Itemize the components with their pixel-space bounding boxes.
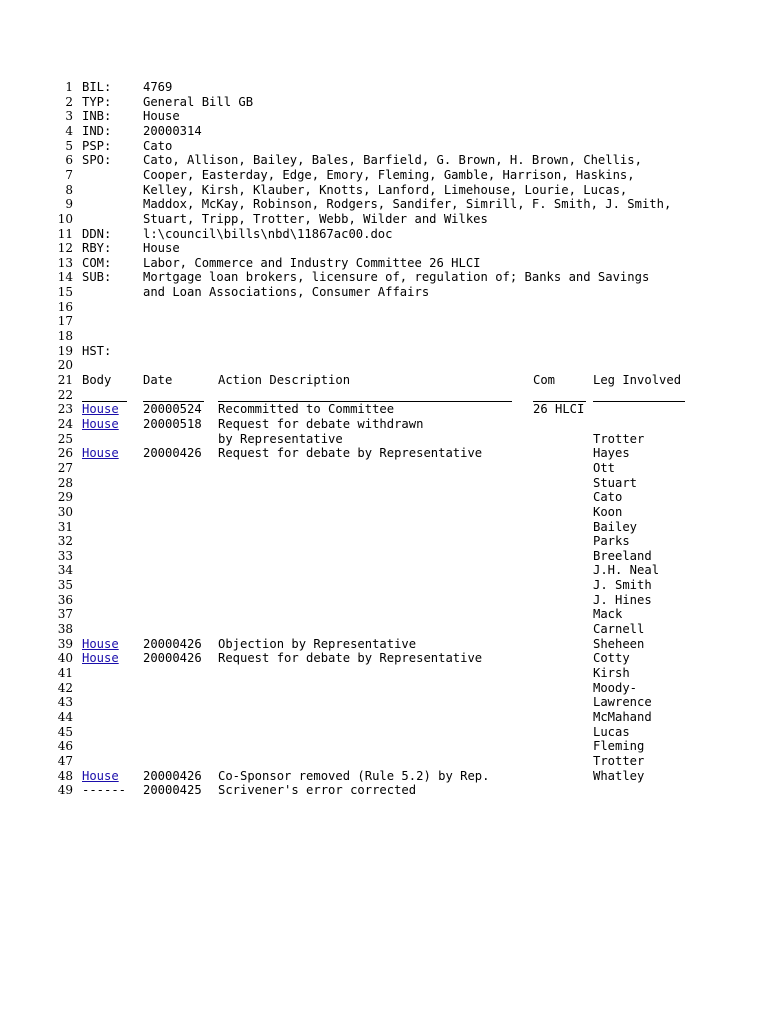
action-cell: Co-Sponsor removed (Rule 5.2) by Rep. [218, 768, 490, 783]
leg-cell: Parks [593, 534, 630, 549]
line-number: 46 [57, 739, 73, 754]
line-number: 15 [57, 285, 73, 300]
leg-cell: J. Hines [593, 592, 652, 607]
leg-cell: Mack [593, 607, 623, 622]
line-number: 25 [57, 431, 73, 446]
com-cell: 26 HLCI [533, 402, 585, 417]
leg-cell: Stuart [593, 475, 638, 490]
date-cell: 20000518 [143, 416, 202, 431]
line-number: 30 [57, 504, 73, 519]
body-link[interactable]: House [82, 636, 119, 651]
date-cell: 20000426 [143, 636, 202, 651]
action-cell: Request for debate by Representative [218, 446, 483, 461]
field-key: RBY: [82, 241, 112, 256]
line-number: 43 [57, 695, 73, 710]
field-value: Maddox, McKay, Robinson, Rodgers, Sandifer, Simrill, F. Smith, J. Smith, [143, 197, 672, 212]
line-number: 1 [65, 80, 73, 94]
leg-cell: Cotty [593, 651, 630, 666]
line-number: 47 [57, 753, 73, 768]
line-number: 14 [57, 270, 73, 285]
leg-cell: Trotter [593, 753, 645, 768]
line-number: 49 [57, 783, 73, 798]
line-number: 10 [57, 211, 73, 226]
leg-cell: J. Smith [593, 578, 652, 593]
leg-cell: Lawrence [593, 695, 652, 710]
header-body: Body [82, 373, 112, 387]
field-key: DDN: [82, 226, 112, 241]
field-key: PSP: [82, 138, 112, 153]
line-number: 6 [65, 153, 73, 168]
action-cell: Scrivener's error corrected [218, 783, 417, 798]
field-value: Kelley, Kirsh, Klauber, Knotts, Lanford, Limehouse, Lourie, Lucas, [143, 182, 628, 197]
line-number: 41 [57, 666, 73, 680]
field-value: Mortgage loan brokers, licensure of, regulation of; Banks and Savings [143, 270, 650, 285]
field-value: Cato [143, 138, 173, 153]
field-key: INB: [82, 109, 112, 124]
line-number: 34 [57, 563, 73, 578]
body-link[interactable]: House [82, 446, 119, 461]
line-number: 29 [57, 490, 73, 505]
body-link[interactable]: House [82, 416, 119, 431]
field-key: TYP: [82, 94, 112, 109]
leg-cell: Kirsh [593, 666, 630, 680]
field-key: SPO: [82, 153, 112, 168]
line-number: 23 [57, 402, 73, 417]
leg-cell: Koon [593, 504, 623, 519]
line-number: 39 [57, 636, 73, 651]
leg-cell: Fleming [593, 739, 645, 754]
leg-cell: McMahand [593, 709, 652, 724]
leg-cell: Moody- [593, 680, 638, 695]
line-number: 20 [57, 358, 73, 373]
date-cell: 20000425 [143, 783, 202, 798]
line-number: 19 [57, 343, 73, 358]
header-date: Date [143, 373, 173, 387]
action-cell: by Representative [218, 431, 343, 446]
date-cell: 20000426 [143, 768, 202, 783]
line-number: 9 [65, 197, 73, 212]
date-cell: 20000524 [143, 402, 202, 417]
leg-cell: Carnell [593, 622, 645, 637]
field-value: Stuart, Tripp, Trotter, Webb, Wilder and Wilkes [143, 211, 488, 226]
line-number: 42 [57, 680, 73, 695]
field-key: IND: [82, 123, 112, 138]
date-cell: 20000426 [143, 446, 202, 461]
header-action: Action Description [218, 373, 351, 387]
leg-cell: Bailey [593, 519, 638, 534]
line-number: 11 [57, 226, 73, 241]
body-link[interactable]: House [82, 768, 119, 783]
header-leg: Leg Involved [593, 373, 682, 387]
line-number: 18 [57, 329, 73, 344]
leg-cell: Cato [593, 490, 623, 505]
body-cell: ------ [82, 783, 127, 798]
field-value: Cato, Allison, Bailey, Bales, Barfield, G. Brown, H. Brown, Chellis, [143, 153, 642, 168]
line-number: 26 [57, 446, 73, 461]
field-value: Cooper, Easterday, Edge, Emory, Fleming, Gamble, Harrison, Haskins, [143, 167, 635, 182]
leg-cell: Trotter [593, 431, 645, 446]
leg-cell: Hayes [593, 446, 630, 461]
line-number: 7 [65, 167, 73, 182]
field-key: BIL: [82, 80, 112, 94]
action-cell: Request for debate by Representative [218, 651, 483, 666]
line-number: 37 [57, 607, 73, 622]
column-rule [593, 401, 685, 402]
leg-cell: J.H. Neal [593, 563, 660, 578]
line-number: 45 [57, 724, 73, 739]
line-number: 28 [57, 475, 73, 490]
leg-cell: Sheheen [593, 636, 645, 651]
field-value: Labor, Commerce and Industry Committee 26 HLCI [143, 255, 481, 270]
line-number: 32 [57, 534, 73, 549]
line-number: 40 [57, 651, 73, 666]
field-value: House [143, 109, 180, 124]
field-value: House [143, 241, 180, 256]
line-number: 38 [57, 622, 73, 637]
leg-cell: Lucas [593, 724, 630, 739]
line-number: 4 [65, 123, 73, 138]
line-number: 22 [57, 387, 73, 402]
line-number: 27 [57, 460, 73, 475]
action-cell: Recommitted to Committee [218, 402, 395, 417]
field-value: and Loan Associations, Consumer Affairs [143, 285, 430, 300]
line-number: 31 [57, 519, 73, 534]
field-key: SUB: [82, 270, 112, 285]
field-key: COM: [82, 255, 112, 270]
line-number: 12 [57, 241, 73, 256]
body-link[interactable]: House [82, 402, 119, 417]
line-number: 44 [57, 709, 73, 724]
line-number: 33 [57, 548, 73, 563]
field-value: 20000314 [143, 123, 202, 138]
line-number: 36 [57, 592, 73, 607]
line-number: 17 [57, 314, 73, 329]
line-number: 35 [57, 578, 73, 593]
leg-cell: Ott [593, 460, 616, 475]
action-cell: Objection by Representative [218, 636, 417, 651]
leg-cell: Breeland [593, 548, 652, 563]
line-number: 5 [65, 138, 73, 153]
line-number: 8 [65, 182, 73, 197]
line-number: 3 [65, 109, 73, 124]
hst-label: HST: [82, 343, 112, 358]
line-number: 24 [57, 416, 73, 431]
field-value: 4769 [143, 80, 173, 94]
line-number: 21 [57, 373, 73, 387]
date-cell: 20000426 [143, 651, 202, 666]
line-number: 13 [57, 255, 73, 270]
field-value: General Bill GB [143, 94, 254, 109]
leg-cell: Whatley [593, 768, 645, 783]
body-link[interactable]: House [82, 651, 119, 666]
header-com: Com [533, 373, 556, 387]
line-number: 48 [57, 768, 73, 783]
field-value: l:\council\bills\nbd\11867ac00.doc [143, 226, 393, 241]
line-number: 2 [65, 94, 73, 109]
line-number: 16 [57, 299, 73, 314]
action-cell: Request for debate withdrawn [218, 416, 424, 431]
